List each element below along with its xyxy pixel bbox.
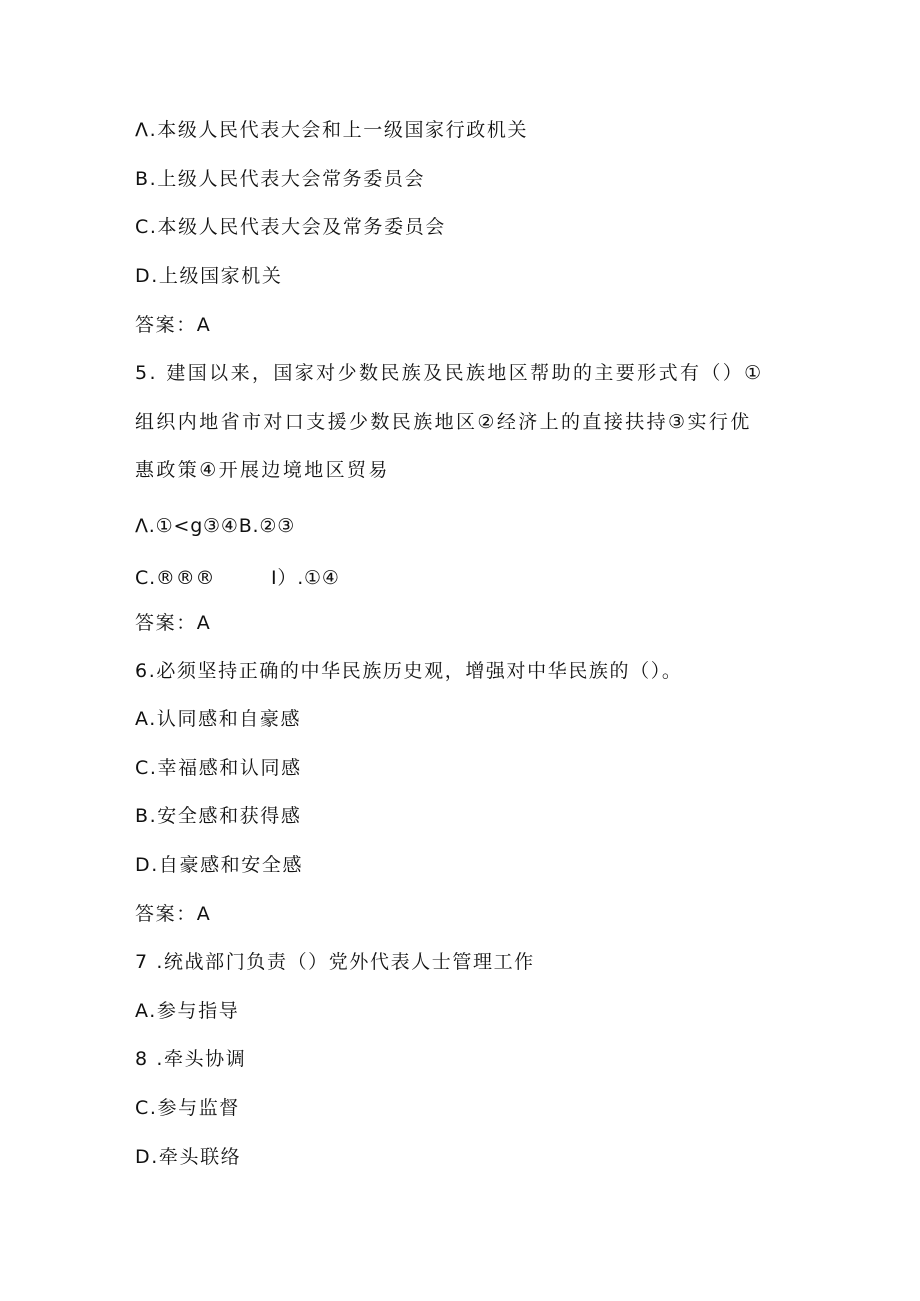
q7-question: 7 .统战部门负责（）党外代表人士管理工作 bbox=[135, 951, 535, 973]
q4-answer: 答案：A bbox=[135, 314, 212, 336]
q5-question-line-1: 5. 建国以来，国家对少数民族及民族地区帮助的主要形式有（）① bbox=[135, 362, 764, 384]
q5-question-line-2: 组织内地省市对口支援少数民族地区②经济上的直接扶持③实行优 bbox=[135, 411, 752, 433]
q7-option-c: C.参与监督 bbox=[135, 1097, 240, 1119]
q4-option-c: C.本级人民代表大会及常务委员会 bbox=[135, 216, 446, 238]
q6-answer: 答案：A bbox=[135, 903, 212, 925]
q5-answer: 答案：A bbox=[135, 612, 212, 634]
q6-option-c: C.幸福感和认同感 bbox=[135, 757, 302, 779]
q7-option-a: A.参与指导 bbox=[135, 1000, 240, 1022]
q6-question: 6.必须坚持正确的中华民族历史观，增强对中华民族的（）。 bbox=[135, 660, 683, 682]
q4-option-d: D.上级国家机关 bbox=[135, 265, 283, 287]
q6-option-b: B.安全感和获得感 bbox=[135, 805, 302, 827]
q7-option-b: 8 .牵头协调 bbox=[135, 1048, 247, 1070]
q5-option-c: C.®®® bbox=[135, 567, 216, 589]
q6-option-d: D.自豪感和安全感 bbox=[135, 854, 304, 876]
q7-option-d: D.牵头联络 bbox=[135, 1146, 242, 1168]
q5-question-line-3: 惠政策④开展边境地区贸易 bbox=[135, 459, 390, 481]
q4-option-b: B.上级人民代表大会常务委员会 bbox=[135, 168, 426, 190]
q5-option-d: I）.①④ bbox=[271, 567, 340, 589]
q6-option-a: A.认同感和自豪感 bbox=[135, 708, 302, 730]
q4-option-a: Λ.本级人民代表大会和上一级国家行政机关 bbox=[135, 119, 529, 141]
q5-options-ab: Λ.①<g③④B.②③ bbox=[135, 515, 296, 537]
